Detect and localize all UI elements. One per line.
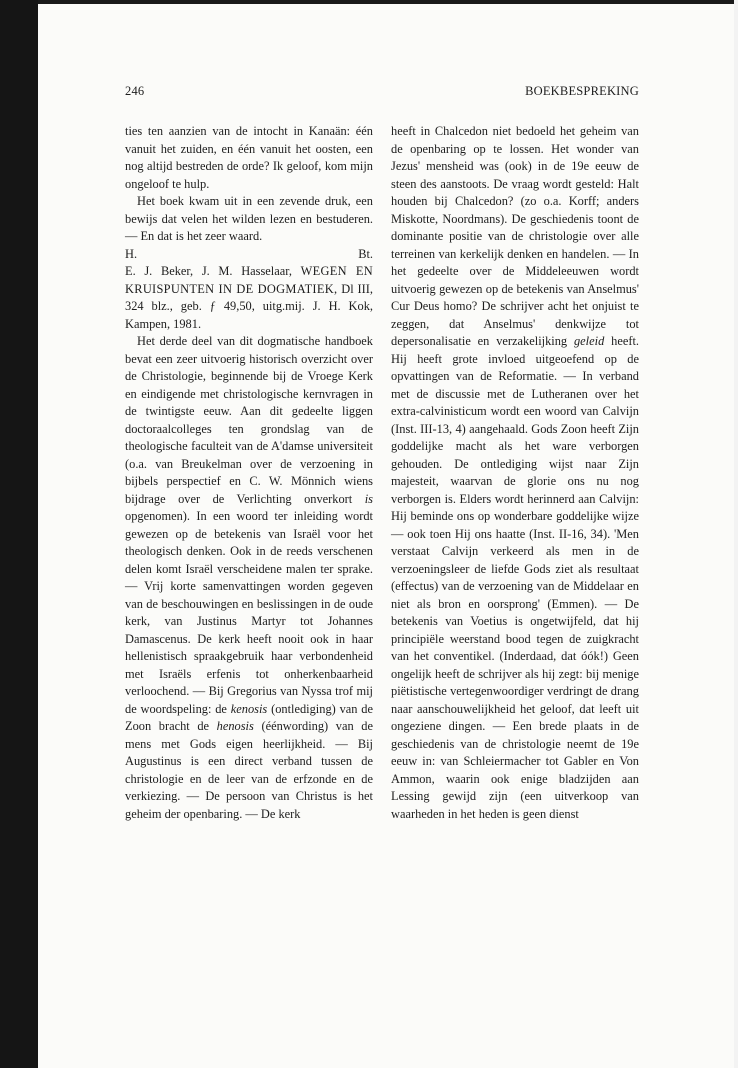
review-paragraph: Het derde deel van dit dogmatische handboek bevat een zeer uitvoerig historisch overzicht over de Christologie, beginnende bij de Vroege Kerk en eindigende met christologische kernvragen in de twintigste eeuw. Aan dit gedeelte liggen doctoraalcolleges ten grondslag van de theologische faculteit van de A'damse universiteit (o.a. van Breukelman over de verzoening in bijbels perspectief en C. W. Mönnich wiens bijdrage over de Verlichting onverkort is opgenomen). In een woord ter inleiding wordt gewezen op de betekenis van Israël voor het theologisch denken. Ook in de reeds verschenen delen komt Israël verscheidene malen ter sprake. — Vrij korte samenvattingen worden gegeven van de beschouwingen en beslissingen in de oude kerk, van Justinus Martyr tot Johannes Damascenus. De kerk heeft nooit ook in haar hellenistisch spraakgebruik haar verbondenheid met Israëls erfenis tot onherkenbaarheid verloochend. — Bij Gregorius van Nyssa trof mij de woordspeling: de kenosis (ontlediging) van de Zoon bracht de henosis (éénwording) van de mens met Gods eigen heerlijkheid. — Bij Augustinus is een direct verband tussen de christologie en de leer van de erfzonde en de verkiezing. — De persoon van Christus is het geheim der openbaring. — De kerk bbox=[125, 334, 374, 821]
left-column bbox=[125, 123, 373, 823]
scan-border-right bbox=[734, 0, 738, 1068]
scan-border-left bbox=[0, 0, 38, 1068]
paragraph-closing: Het boek kwam uit in een zevende druk, een bewijs dat velen het wilden lezen en bestuderen. — En dat is het zeer waard. bbox=[125, 194, 373, 243]
paragraph-continued: ties ten aanzien van de intocht in Kanaän: één vanuit het zuiden, en één vanuit het oosten, een nog altijd bestreden de orde? Ik geloof, kom mijn ongeloof te hulp. bbox=[125, 124, 373, 191]
emphasis-is: is bbox=[364, 491, 373, 506]
reviewer-signature bbox=[125, 246, 373, 264]
book-reference bbox=[125, 263, 373, 333]
emphasis-henosis: henosis bbox=[216, 719, 254, 733]
signature-initial: H. bbox=[125, 246, 138, 261]
page-number: 246 bbox=[125, 84, 145, 98]
signature-abbrev: Bt. bbox=[358, 246, 373, 261]
book-details: Dl III, 324 blz., geb. ƒ 49,50, uitg.mij. J. H. Kok, Kampen, 1981. bbox=[125, 281, 373, 331]
review-paragraph-continued: heeft in Chalcedon niet bedoeld het geheim van de openbaring op te lossen. Het wonder van Jezus' mensheid was (ook) in de 19e eeuw de steen des aanstoots. De vraag wordt gesteld: Halt houden bij Chalcedon? (zo o.a. Korff; anders Miskotte, Noordmans). De geschiedenis toont de dominante positie van de christologie over alle terreinen van kerkelijk denken en handelen. — In het gedeelte over de Middeleeuwen wordt uitvoerig gewezen op de betekenis van Anselmus' Cur Deus homo? De schrijver acht het onjuist te zeggen, dat Anselmus' denkwijze tot depersonalisatie en verzakelijking geleid heeft. Hij heeft grote invloed uitgeoefend op de opvattingen van de Reformatie. — In verband met de discussie met de Lutheranen over het extra-calvinisticum wordt een woord van Calvijn (Inst. III-13, 4) aangehaald. Gods Zoon heeft Zijn goddelijke macht als het ware verborgen gehouden. De ontlediging wijst naar Zijn majesteit, waarvan de glorie ons nu nog verborgen is. Elders wordt herinnerd aan Calvijn: Hij beminde ons op wonderbare goddelijke wijze — ook toen Hij ons haatte (Inst. II-16, 34). 'Men verstaat Calvijn verkeerd als men in de verzoeningsleer de liefde Gods ziet als resultaat (effectus) van de verzoening van de Middelaar en niet als bron en oorsprong' (Emmen). — De betekenis van Voetius is ongetwijfeld, dat hij principiële weerstand bood tegen de zuigkracht van het conventikel. (Inderdaad, dat óók!) Geen ongelijk heeft de schrijver als hij zegt: bij menige piëtistische vertegenwoordiger verdringt de drang naar aanschouwelijkheid het geloof, dat leeft uit ongeziene dingen. — Een brede plaats in de geschiedenis van de christologie neemt de 19e eeuw in: van Schleiermacher tot Gabler en Von Ammon, waarin ook enige bladzijden aan Lessing gewijd zijn (een uitverkoop van waarheden in het heden is geen dienst bbox=[391, 124, 639, 821]
book-title: WEGEN EN KRUISPUNTEN IN DE DOGMATIEK, bbox=[125, 264, 373, 296]
book-authors: E. J. Beker, J. M. Hasselaar, bbox=[125, 264, 292, 278]
right-column bbox=[391, 123, 639, 823]
emphasis-geleid: geleid bbox=[573, 334, 605, 348]
section-title: BOEKBESPREKING bbox=[525, 84, 639, 98]
emphasis-kenosis: kenosis bbox=[230, 701, 268, 716]
